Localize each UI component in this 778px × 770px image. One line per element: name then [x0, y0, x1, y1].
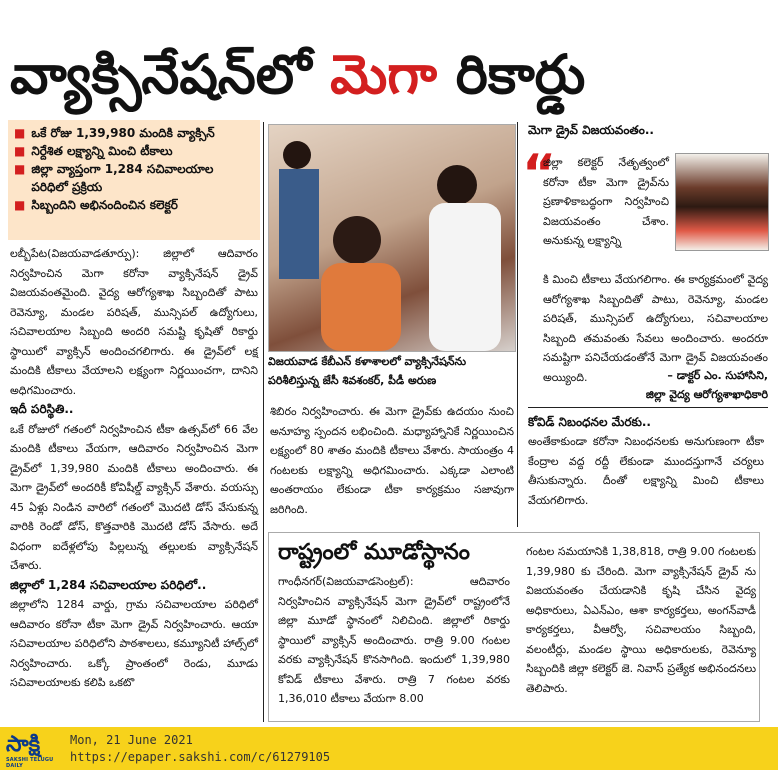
section-divider	[528, 407, 768, 408]
box-title: రాష్ట్రంలో మూడోస్థానం	[278, 540, 470, 565]
paragraph-2: ఒకే రోజులో గతంలో నిర్వహించిన టీకా ఉత్సవ్‌లో 66 వేల మందికి టీకాలు వేయగా, ఆదివారం నిర్వహించిన మెగా డ్రైవ్‌లో 1,39,980 మందికి టీకాలు అందించారు. ఈ మెగా డ్రైవ్‌లో అందరికీ కోవిషీల్డ్ వ్యాక్సిన్ వేశారు. వయస్సు 45 ఏళ్లు నిండిన వారిలో గతంలో మొదటి డోస్ వేసుకున్న వారికి రెండో డోస్, కొత్తవారికి మొదటి డోస్ వేసారు. అదే విధంగా ఐదేళ్లలోపు పిల్లలున్న తల్లులకు వ్యాక్సినేషన్ చేశారు.	[10, 422, 258, 572]
paragraph-3: జిల్లాలోని 1284 వార్డు, గ్రామ సచివాలయాల పరిధిలో ఆదివారం కరోనా టీకా మెగా డ్రైవ్ నిర్వహించారు. ఆయా సచివాలయాల పరిధిలోని పాఠశాలలు, కమ్యూనిటీ హాల్స్‌లో నిర్వహించారు. ఒక్కో ప్రాంతంలో రెండు, మూడు సచివాలయాలకు కలిపి ఒకటొ	[10, 598, 258, 689]
logo-subtitle: SAKSHI TELUGU DAILY	[6, 757, 54, 769]
bullet-icon: ■	[14, 144, 26, 158]
highlight-item: ■ సిబ్బందిని అభినందించిన కలెక్టర్	[14, 198, 178, 212]
column-divider	[517, 122, 518, 527]
box-text-right: గంటల సమయానికి 1,38,818, రాత్రి 9.00 గంటలకు 1,39,980 కు చేరింది. మెగా వ్యాక్సినేషన్ డ్రైవ్ ను విజయవంతం చేయడానికి కృషి చేసిన వైద్య అధికారులు, ఏఎన్ఎం, ఆశా కార్యకర్తలు, అంగన్‌వాడీ కార్యకర్తలు, వీఆర్వో, సచివాలయం సిబ్బంది, వలంటీర్లు, మండల స్థాయి అధికారులకు, రెవెన్యూ సిబ్బందికి జిల్లా కలెక్టర్ జె. నివాస్ ప్రత్యేక అభినందనలు తెలిపారు.	[526, 545, 756, 695]
box-text-left: గాంధీనగర్(విజయవాడసెంట్రల్): ఆదివారం నిర్వహించిన వ్యాక్సినేషన్ మెగా డ్రైవ్‌లో రాష్ట్రంలోనే జిల్లా మూడో స్థానంలో నిలిచింది. జిల్లాలో రికార్డు స్థాయిలో వ్యాక్సిన్ అందించారు. రాత్రి 9.00 గంటల వరకు వ్యాక్సినేషన్ కొనసాగింది. ఇందులో 1,39,980 కోవిడ్ టీకాలు వేశారు. రాత్రి 7 గంటల వరకు 1,36,010 టీకాలు వేయగా 8.00	[278, 575, 510, 705]
highlight-item: ■ నిర్దేశిత లక్ష్యాన్ని మించి టీకాలు	[14, 144, 173, 158]
highlight-item: ■ ఒకే రోజు 1,39,980 మందికి వ్యాక్సిన్	[14, 126, 215, 140]
headline-highlight: మెగా	[330, 43, 437, 106]
quote-icon: “	[522, 144, 557, 204]
subheading-secretariats: జిల్లాలో 1,284 సచివాలయాల పరిధిలో..	[10, 577, 207, 592]
subheading-situation: ఇదీ పరిస్థితి..	[10, 402, 74, 416]
highlights-box	[8, 120, 260, 240]
headline-part1: వ్యాక్సినేషన్‌లో	[10, 43, 331, 106]
subheading-covid-rules: కోవిడ్ నిబంధనల మేరకు..	[528, 415, 651, 429]
column-divider	[263, 122, 264, 722]
headline-part3: రికార్డు	[437, 43, 586, 106]
edition-date: Mon, 21 June 2021	[70, 733, 193, 747]
article-column-2: శిబిరం నిర్వహించారు. ఈ మెగా డ్రైవ్‌కు ఉదయం నుంచి అనూహ్య స్పందన లభించింది. మధ్యాహ్నానికే నిర్ణయించిన లక్ష్యంలో 80 శాతం మందికి టీకాలు వేశారు. సాయంత్రం 4 గంటలకు లక్ష్యాన్ని అధిగమించారు. ఎక్కడా ఎలాంటి అంతరాయం లేకుండా టీకా కార్యక్రమం సజావుగా జరిగింది.	[270, 405, 514, 516]
bullet-icon: ■	[14, 162, 26, 176]
headline	[10, 20, 770, 130]
sakshi-logo: సాక్షి SAKSHI TELUGU DAILY	[6, 733, 64, 765]
quote-signature-role: జిల్లా వైద్య ఆరోగ్యశాఖాధికారి	[645, 388, 768, 401]
photo-illustration	[269, 125, 515, 351]
official-portrait	[675, 153, 769, 251]
intro-paragraph: లబ్బీపేట(విజయవాడతూర్పు): జిల్లాలో ఆదివారం నిర్వహించిన మెగా కరోనా వ్యాక్సినేషన్ డ్రైవ్ విజయవంతమైంది. వైద్య ఆరోగ్యశాఖ సిబ్బందితో పాటు రెవెన్యూ, మండల పరిషత్, మున్సిపల్ ఉద్యోగులు, సచివాలయాల సిబ్బంది అందరి సమష్టి కృషితో రికార్డు స్థాయిలో వ్యాక్సిన్ అందించగలిగారు. ఈ డ్రైవ్‌లో లక్ష మందికి టీకాలు వేయాలని లక్ష్యంగా నిర్ణయించగా, దానిని అధిగమించారు.	[10, 247, 258, 397]
highlight-item: ■ జిల్లా వ్యాప్తంగా 1,284 సచివాలయాల పరిధిలో ప్రక్రియ	[14, 162, 214, 194]
bullet-icon: ■	[14, 198, 26, 212]
quote-text-wide: కి మించి టీకాలు వేయగలిగాం. ఈ కార్యక్రమంలో వైద్య ఆరోగ్యశాఖ సిబ్బందితో పాటు, రెవెన్యూ, మండల పరిషత్, మున్సిపల్ ఉద్యోగులు, సచివాలయాల సిబ్బంది తమవంతు సేవలు అందించారు. అందరూ సమష్టిగా పనిచేయడంతోనే మెగా డ్రైవ్ విజయవంతం అయ్యింది.	[543, 273, 768, 384]
bullet-icon: ■	[14, 126, 26, 140]
epaper-link[interactable]: https://epaper.sakshi.com/c/61279105	[70, 750, 331, 764]
vaccination-photo	[268, 124, 516, 352]
covid-rules-paragraph: అంతేకాకుండా కరోనా నిబంధనలకు అనుగుణంగా టీకా కేంద్రాల వద్ద రద్దీ లేకుండా ముందస్తుగానే చర్యలు తీసుకున్నారు. దీంతో లక్ష్యాన్ని మించి టీకాలు వేయగలిగారు.	[528, 435, 764, 507]
quote-lead: మెగా డ్రైవ్ విజయవంతం..	[528, 123, 654, 137]
quote-signature-name: – డాక్టర్ ఎం. సుహాసిని,	[667, 369, 768, 382]
article-column-1	[10, 244, 258, 722]
quote-text-narrow: జిల్లా కలెక్టర్ నేతృత్వంలో కరోనా టీకా మెగా డ్రైవ్‌ను ప్రణాళికాబద్ధంగా నిర్వహించి విజయవంతం చేశాం. అనుకున్న లక్ష్యాన్ని	[543, 156, 669, 247]
photo-caption: విజయవాడ కేబీఎన్ కళాశాలలో వ్యాక్సినేషన్‌ను పరిశీలిస్తున్న జేసీ శివశంకర్, పీడీ అరుణ	[268, 355, 467, 387]
